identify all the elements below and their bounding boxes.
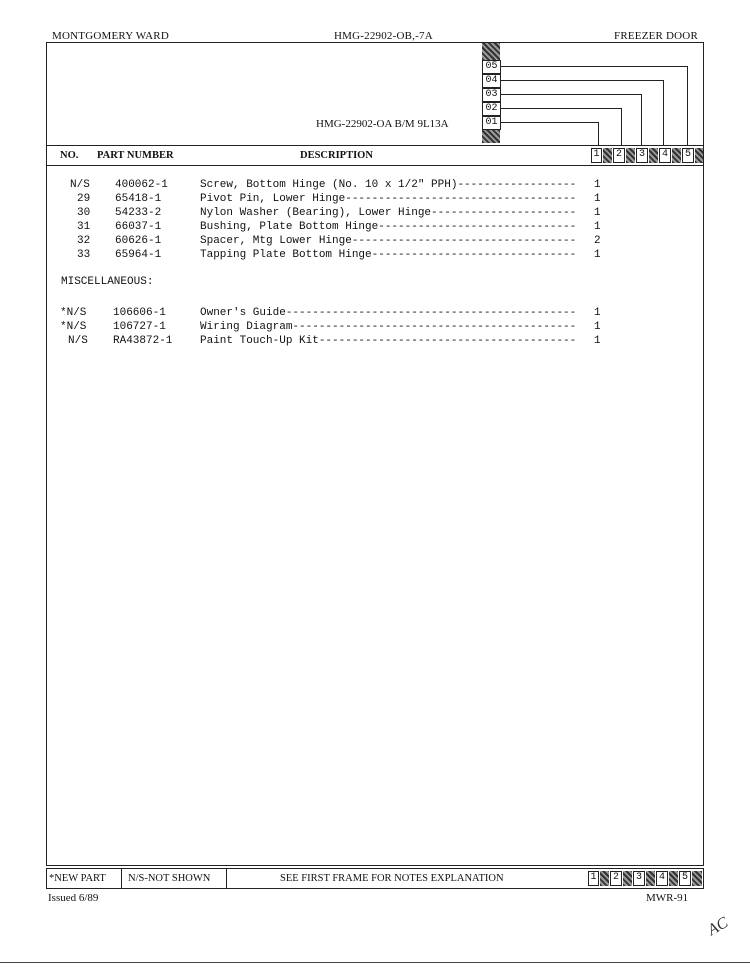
part-number: 65418-1 bbox=[115, 193, 162, 205]
scan-edge-line bbox=[0, 962, 750, 963]
part-number: 65964-1 bbox=[115, 249, 162, 261]
part-number: 106606-1 bbox=[113, 307, 166, 319]
item-no: *N/S bbox=[60, 307, 87, 319]
item-no: 29 bbox=[77, 193, 91, 205]
misc-row bbox=[48, 334, 601, 348]
shade-block-top bbox=[482, 43, 500, 60]
wire-02-down bbox=[621, 108, 622, 146]
col-description: DESCRIPTION bbox=[300, 150, 373, 161]
new-part-legend: *NEW PART bbox=[49, 873, 106, 884]
code-box-02: 02 bbox=[482, 102, 501, 116]
footer-divider bbox=[121, 868, 122, 889]
col-part-number: PART NUMBER bbox=[97, 150, 174, 161]
header-rule-top bbox=[46, 145, 704, 146]
part-number: 60626-1 bbox=[115, 235, 162, 247]
wire-04 bbox=[501, 80, 663, 81]
part-qty: 2 bbox=[594, 235, 601, 247]
handwritten-mark: AC bbox=[704, 914, 732, 940]
wire-05-down bbox=[687, 66, 688, 146]
col-box-1: 1 bbox=[591, 148, 602, 163]
page-code: MWR-91 bbox=[646, 892, 689, 904]
header-rule-bottom bbox=[46, 165, 704, 166]
item-no: 32 bbox=[77, 235, 91, 247]
part-description: Screw, Bottom Hinge (No. 10 x 1/2" PPH)------------------ bbox=[200, 179, 577, 191]
brand-label: MONTGOMERY WARD bbox=[52, 30, 169, 42]
wire-03-down bbox=[641, 94, 642, 146]
part-number: 400062-1 bbox=[115, 179, 168, 191]
col-shade bbox=[626, 148, 635, 163]
col-shade bbox=[646, 871, 655, 886]
shade-block-bottom bbox=[482, 130, 500, 143]
footer-divider bbox=[226, 868, 227, 889]
col-shade bbox=[669, 871, 678, 886]
part-description: Paint Touch-Up Kit--------------------------------------- bbox=[200, 335, 577, 347]
col-box-3: 3 bbox=[633, 871, 645, 886]
parts-row bbox=[48, 206, 601, 220]
part-number: RA43872-1 bbox=[113, 335, 173, 347]
diagram-model-label: HMG-22902-OA B/M 9L13A bbox=[316, 118, 449, 130]
misc-row bbox=[48, 306, 601, 320]
col-no: NO. bbox=[60, 150, 79, 161]
part-description: Tapping Plate Bottom Hinge------------------------------- bbox=[200, 249, 577, 261]
col-box-2: 2 bbox=[610, 871, 622, 886]
code-box-04: 04 bbox=[482, 74, 501, 88]
misc-heading: MISCELLANEOUS: bbox=[61, 276, 154, 288]
col-shade bbox=[649, 148, 658, 163]
wire-04-down bbox=[663, 80, 664, 146]
model-label: HMG-22902-OB,-7A bbox=[334, 30, 433, 42]
col-shade bbox=[623, 871, 632, 886]
wire-02 bbox=[501, 108, 621, 109]
part-description: Wiring Diagram------------------------------------------- bbox=[200, 321, 577, 333]
part-number: 54233-2 bbox=[115, 207, 162, 219]
col-box-2: 2 bbox=[613, 148, 625, 163]
part-number: 66037-1 bbox=[115, 221, 162, 233]
code-box-03: 03 bbox=[482, 88, 501, 102]
col-box-3: 3 bbox=[636, 148, 648, 163]
item-no: N/S bbox=[70, 179, 90, 191]
wire-03 bbox=[501, 94, 641, 95]
col-box-5: 5 bbox=[682, 148, 694, 163]
parts-row bbox=[48, 220, 601, 234]
section-title: FREEZER DOOR bbox=[614, 30, 698, 42]
code-box-05: 05 bbox=[482, 60, 501, 74]
parts-row bbox=[48, 192, 601, 206]
part-description: Spacer, Mtg Lower Hinge---------------------------------- bbox=[200, 235, 577, 247]
col-box-4: 4 bbox=[659, 148, 671, 163]
col-shade bbox=[672, 148, 681, 163]
not-shown-legend: N/S-NOT SHOWN bbox=[128, 873, 211, 884]
col-box-5: 5 bbox=[679, 871, 691, 886]
issued-date: Issued 6/89 bbox=[48, 892, 99, 904]
col-shade bbox=[695, 148, 703, 163]
code-box-01: 01 bbox=[482, 116, 501, 130]
part-qty: 1 bbox=[594, 207, 601, 219]
wire-05 bbox=[501, 66, 687, 67]
part-qty: 1 bbox=[594, 221, 601, 233]
col-shade bbox=[692, 871, 702, 886]
misc-row bbox=[48, 320, 601, 334]
item-no: *N/S bbox=[60, 321, 87, 333]
parts-row bbox=[48, 234, 601, 248]
part-qty: 1 bbox=[594, 249, 601, 261]
part-description: Nylon Washer (Bearing), Lower Hinge---------------------- bbox=[200, 207, 577, 219]
notes-explanation: SEE FIRST FRAME FOR NOTES EXPLANATION bbox=[280, 873, 504, 884]
col-shade bbox=[600, 871, 609, 886]
wire-01-down bbox=[598, 122, 599, 146]
part-qty: 1 bbox=[594, 321, 601, 333]
part-description: Bushing, Plate Bottom Hinge------------------------------ bbox=[200, 221, 577, 233]
parts-row bbox=[48, 178, 601, 192]
part-qty: 1 bbox=[594, 335, 601, 347]
col-box-1: 1 bbox=[588, 871, 599, 886]
item-no: 33 bbox=[77, 249, 91, 261]
item-no: N/S bbox=[68, 335, 88, 347]
item-no: 31 bbox=[77, 221, 91, 233]
part-qty: 1 bbox=[594, 307, 601, 319]
part-number: 106727-1 bbox=[113, 321, 166, 333]
part-qty: 1 bbox=[594, 179, 601, 191]
item-no: 30 bbox=[77, 207, 91, 219]
part-qty: 1 bbox=[594, 193, 601, 205]
part-description: Pivot Pin, Lower Hinge----------------------------------- bbox=[200, 193, 577, 205]
col-box-4: 4 bbox=[656, 871, 668, 886]
col-shade bbox=[603, 148, 612, 163]
parts-row bbox=[48, 248, 601, 262]
part-description: Owner's Guide-------------------------------------------- bbox=[200, 307, 577, 319]
wire-01 bbox=[501, 122, 598, 123]
